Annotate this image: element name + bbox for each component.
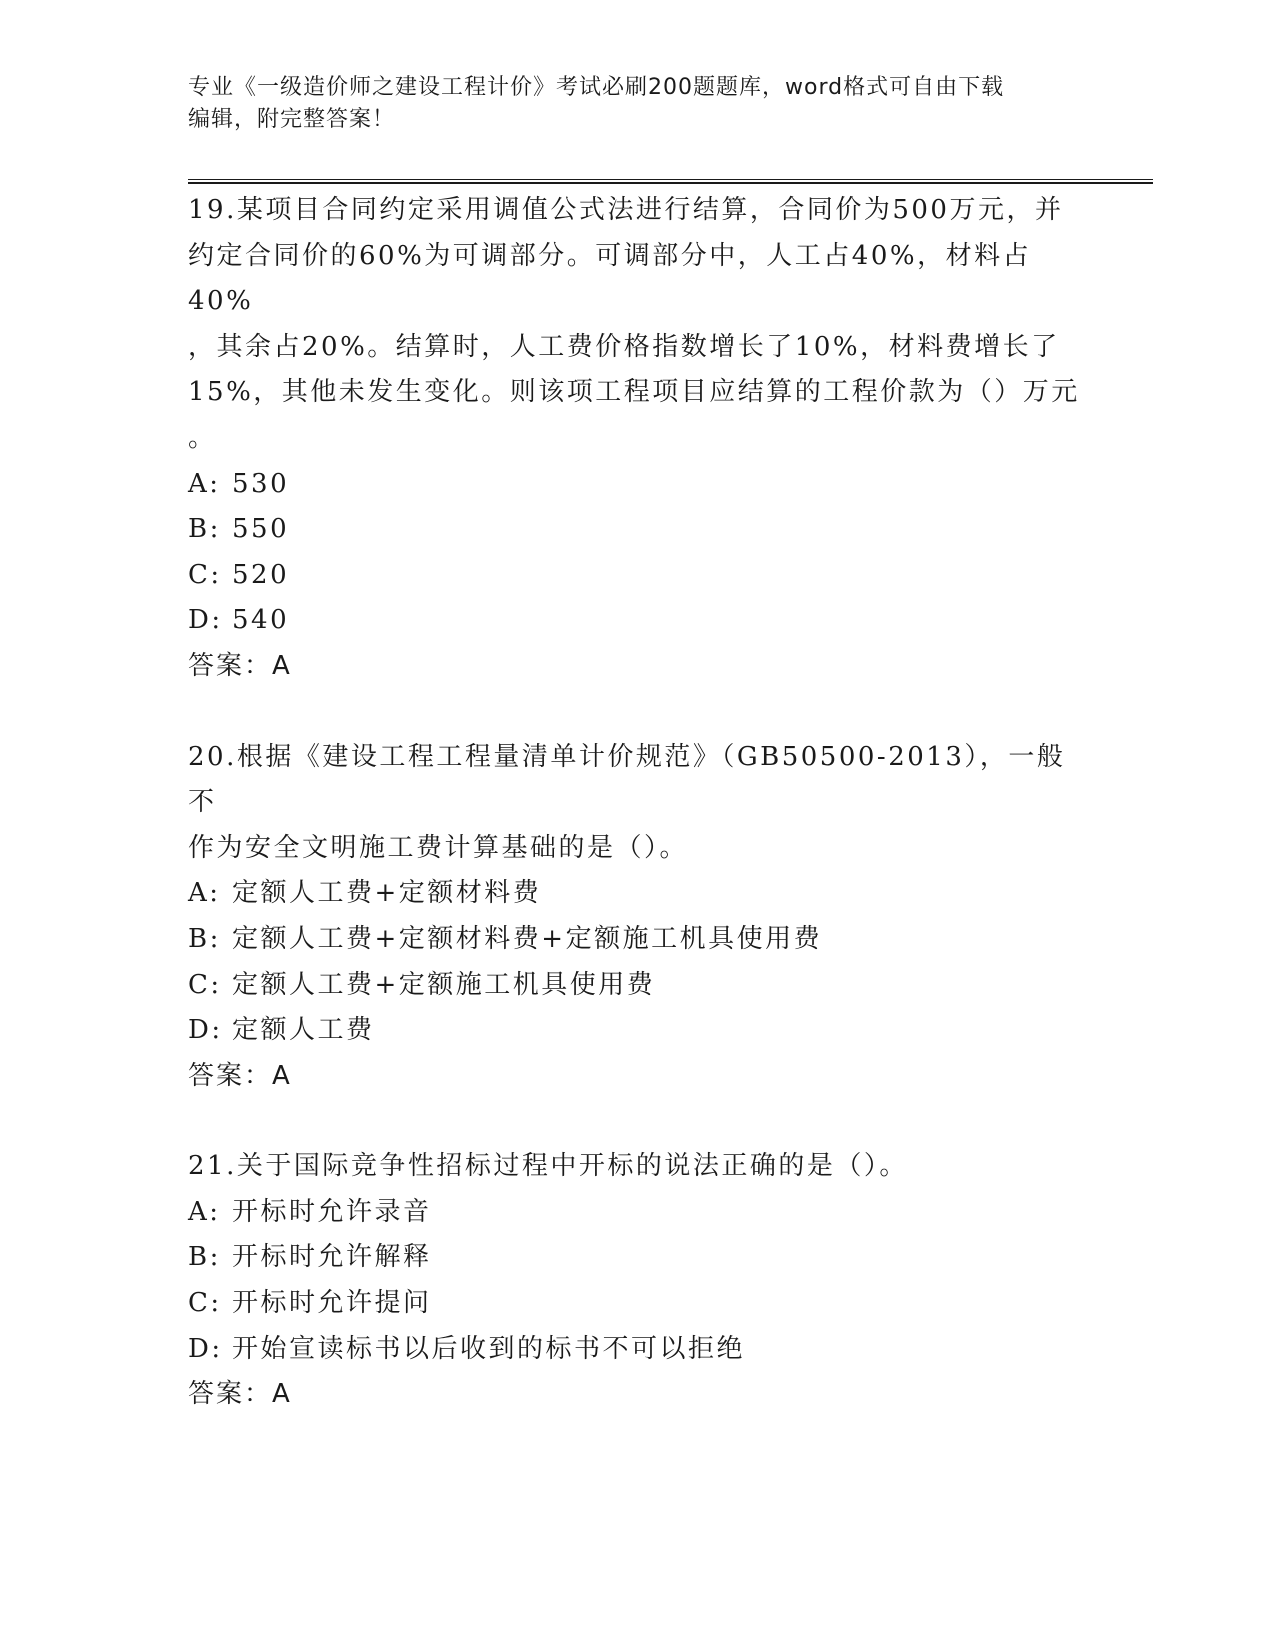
option-key: D: <box>188 605 223 636</box>
option-text: 开标时允许录音 <box>232 1196 432 1227</box>
option-key: B: <box>188 923 221 954</box>
header-divider-thick <box>188 182 1153 184</box>
question-stem-line: 作为安全文明施工费计算基础的是（）。 <box>188 832 689 863</box>
option-text: 550 <box>232 514 290 545</box>
option-c <box>188 963 1088 1009</box>
option-text: 开标时允许解释 <box>232 1242 432 1273</box>
option-a <box>188 871 1088 917</box>
option-key: D: <box>188 1015 223 1046</box>
option-text: 定额人工费 <box>232 1015 375 1046</box>
option-c <box>188 1281 1088 1327</box>
option-key: A: <box>188 1196 221 1227</box>
question-list <box>188 188 1088 1418</box>
question-stem-line: 20.根据《建设工程工程量清单计价规范》（GB50500-2013），一般不 <box>188 741 1066 818</box>
option-key: A: <box>188 878 221 909</box>
answer-line: 答案：A <box>188 650 292 681</box>
option-key: B: <box>188 514 221 545</box>
option-key: B: <box>188 1242 221 1273</box>
question-20 <box>188 735 1088 1100</box>
question-21 <box>188 1144 1088 1418</box>
question-stem-line: 约定合同价的60%为可调部分。可调部分中，人工占40%，材料占40% <box>188 240 1032 317</box>
option-c <box>188 553 1088 599</box>
option-a <box>188 1190 1088 1236</box>
question-stem-line: 19.某项目合同约定采用调值公式法进行结算，合同价为500万元，并 <box>188 195 1064 225</box>
header-line-1: 专业《一级造价师之建设工程计价》考试必刷200题题库，word格式可自由下载 <box>188 75 1005 100</box>
question-stem-line: 15%，其他未发生变化。则该项工程项目应结算的工程价款为（）万元 <box>188 377 1080 408</box>
option-text: 定额人工费+定额施工机具使用费 <box>232 969 656 1000</box>
option-a <box>188 462 1088 508</box>
document-header <box>188 72 1068 136</box>
header-divider-thin <box>188 179 1153 180</box>
option-text: 定额人工费+定额材料费+定额施工机具使用费 <box>232 923 823 954</box>
option-d <box>188 598 1088 644</box>
answer-line: 答案：A <box>188 1060 292 1091</box>
option-text: 定额人工费+定额材料费 <box>232 878 542 909</box>
option-text: 520 <box>232 559 290 590</box>
option-b <box>188 507 1088 553</box>
option-key: A: <box>188 468 221 499</box>
option-text: 开标时允许提问 <box>232 1288 432 1319</box>
option-d <box>188 1008 1088 1054</box>
question-stem-line: 。 <box>188 422 217 453</box>
option-b <box>188 917 1088 963</box>
option-key: D: <box>188 1333 223 1364</box>
answer-line: 答案：A <box>188 1379 292 1410</box>
question-stem-line: ，其余占20%。结算时，人工费价格指数增长了10%，材料费增长了 <box>188 331 1060 362</box>
option-b <box>188 1235 1088 1281</box>
option-key: C: <box>188 1288 222 1319</box>
option-key: C: <box>188 969 222 1000</box>
option-text: 530 <box>232 468 290 499</box>
option-text: 开始宣读标书以后收到的标书不可以拒绝 <box>232 1333 746 1364</box>
question-spacer <box>188 1099 1088 1144</box>
header-line-2: 编辑，附完整答案！ <box>188 107 396 132</box>
option-d <box>188 1327 1088 1373</box>
question-stem-line: 21.关于国际竞争性招标过程中开标的说法正确的是（）。 <box>188 1151 908 1182</box>
question-spacer <box>188 690 1088 735</box>
option-key: C: <box>188 559 222 590</box>
question-19 <box>188 188 1088 690</box>
option-text: 540 <box>232 605 290 636</box>
